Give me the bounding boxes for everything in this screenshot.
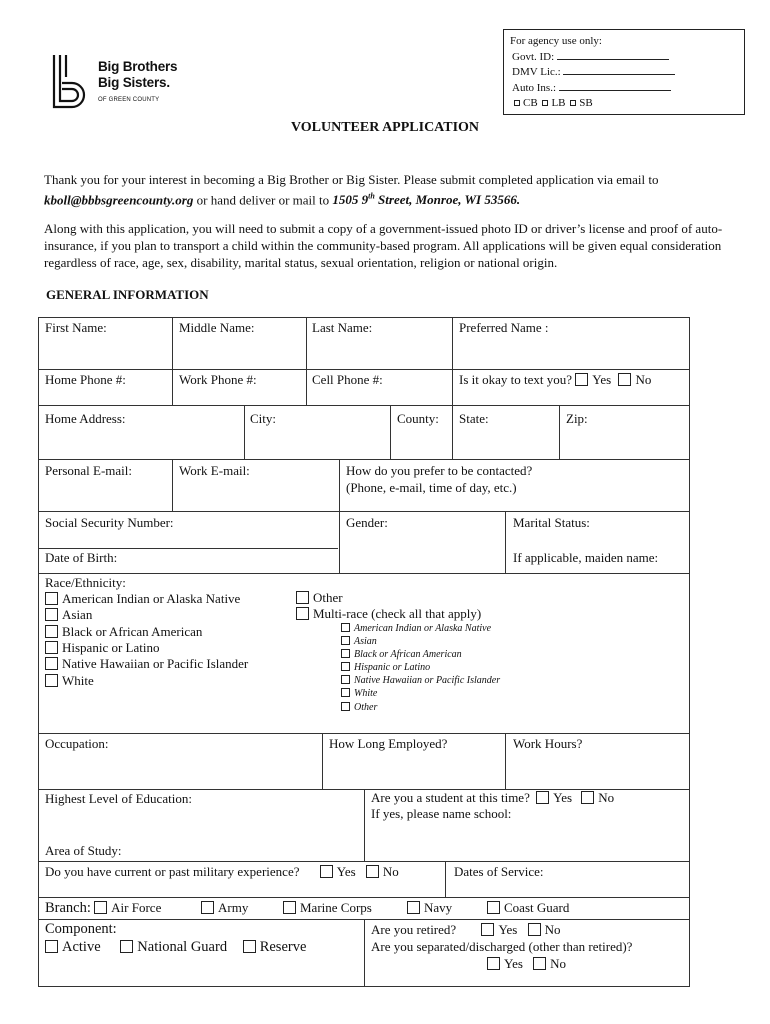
- area-of-study-label: Area of Study:: [45, 843, 122, 858]
- organization-logo: [52, 53, 182, 109]
- section-heading: GENERAL INFORMATION: [46, 287, 209, 302]
- yes-label: Yes: [498, 922, 518, 937]
- yes-label: Yes: [592, 372, 612, 387]
- race-checkbox[interactable]: [45, 592, 58, 605]
- multi-race-label: Multi-race (check all that apply): [313, 606, 482, 621]
- agency-use-box: [503, 29, 745, 115]
- yes-label: Yes: [504, 956, 523, 971]
- bbbs-logo-icon: [52, 53, 92, 109]
- multi-race-sub-checkbox[interactable]: [341, 675, 350, 684]
- work-email-label: Work E-mail:: [179, 463, 250, 478]
- branch-option[interactable]: [283, 900, 372, 915]
- intro-text: Thank you for your interest in becoming a Big Brother or Big Sister. Please submit completed application via email to: [44, 172, 659, 187]
- branch-option[interactable]: [201, 900, 248, 915]
- lb-label: LB: [551, 97, 566, 109]
- agency-heading: For agency use only:: [510, 35, 602, 47]
- component-option-label: Active: [62, 939, 101, 955]
- multi-race-sub-label: American Indian or Alaska Native: [354, 623, 492, 634]
- intro-paragraph: [44, 171, 734, 208]
- race-checkbox[interactable]: [45, 608, 58, 621]
- multi-race-suboption[interactable]: [341, 649, 462, 661]
- yes-label: Yes: [553, 790, 573, 805]
- race-option[interactable]: [45, 656, 248, 671]
- contact-email: kboll@bbbsgreencounty.org: [44, 192, 194, 208]
- race-option[interactable]: [45, 607, 92, 622]
- race-option-label: Asian: [62, 607, 93, 622]
- multi-race-suboption[interactable]: [341, 623, 491, 635]
- branch-option[interactable]: [407, 900, 452, 915]
- intro-text-2: or hand deliver or mail to: [193, 192, 333, 208]
- student-no-checkbox[interactable]: [581, 791, 594, 804]
- branch-checkbox[interactable]: [487, 901, 500, 914]
- no-label: No: [382, 864, 399, 879]
- multi-race-sub-label: Native Hawaiian or Pacific Islander: [354, 675, 501, 686]
- dmv-lic-line[interactable]: [563, 64, 675, 75]
- logo-subtitle: OF GREEN COUNTY: [98, 97, 160, 103]
- separated-question-label: Are you separated/discharged (other than retired)?: [371, 939, 633, 954]
- branch-option[interactable]: [487, 900, 569, 915]
- city-label: City:: [250, 411, 277, 426]
- gender-label: Gender:: [346, 515, 388, 530]
- education-label: Highest Level of Education:: [45, 791, 192, 806]
- race-ethnicity-label: Race/Ethnicity:: [45, 575, 126, 590]
- cell-phone-label: Cell Phone #:: [312, 372, 383, 387]
- text-ok-label: Is it okay to text you?: [459, 372, 573, 387]
- preferred-name-label: Preferred Name :: [459, 320, 549, 335]
- home-address-label: Home Address:: [45, 411, 126, 426]
- student-question-label: Are you a student at this time?: [371, 790, 530, 805]
- component-guard-checkbox[interactable]: [120, 940, 133, 953]
- agency-dmv-label: DMV Lic.:: [512, 66, 561, 78]
- race-option-label: American Indian or Alaska Native: [62, 591, 241, 606]
- multi-race-sub-label: Black or African American: [354, 649, 462, 660]
- sb-checkbox[interactable]: [570, 100, 576, 106]
- agency-govt-label: Govt. ID:: [512, 50, 555, 63]
- county-label: County:: [397, 411, 439, 426]
- auto-ins-line[interactable]: [559, 80, 671, 91]
- govt-id-line[interactable]: [557, 49, 669, 60]
- work-phone-label: Work Phone #:: [179, 372, 257, 387]
- component-active-checkbox[interactable]: [45, 940, 58, 953]
- page-title: VOLUNTEER APPLICATION: [290, 120, 480, 135]
- race-checkbox[interactable]: [45, 625, 58, 638]
- marital-status-label: Marital Status:: [513, 515, 590, 530]
- maiden-name-label: If applicable, maiden name:: [513, 550, 659, 565]
- multi-race-suboption[interactable]: [341, 675, 500, 687]
- multi-race-sub-label: White: [354, 688, 378, 699]
- multi-race-sub-checkbox[interactable]: [341, 702, 350, 711]
- text-ok-yes-checkbox[interactable]: [575, 373, 588, 386]
- race-option-label: Hispanic or Latino: [62, 640, 160, 655]
- multi-race-checkbox[interactable]: [296, 607, 309, 620]
- state-label: State:: [459, 411, 489, 426]
- military-question-label: Do you have current or past military experience?: [45, 864, 300, 879]
- logo-line-2: Big Sisters.: [98, 75, 170, 90]
- text-ok-no-checkbox[interactable]: [618, 373, 631, 386]
- military-yes-checkbox[interactable]: [320, 865, 333, 878]
- branch-row: [45, 900, 161, 916]
- multi-race-suboption[interactable]: [341, 662, 430, 674]
- multi-race-suboption[interactable]: [341, 702, 377, 714]
- race-other-label: Other: [313, 590, 343, 605]
- race-option-label: Black or African American: [62, 624, 203, 639]
- race-option-label: White: [62, 673, 94, 688]
- home-phone-label: Home Phone #:: [45, 372, 126, 387]
- race-option[interactable]: [45, 640, 159, 655]
- general-information-form: [38, 317, 690, 987]
- cb-label: CB: [523, 97, 538, 109]
- branch-label: Branch:: [45, 900, 91, 916]
- race-checkbox[interactable]: [45, 641, 58, 654]
- sb-label: SB: [579, 97, 593, 109]
- zip-label: Zip:: [566, 411, 588, 426]
- agency-auto-label: Auto Ins.:: [512, 81, 556, 94]
- multi-race-sub-label: Hispanic or Latino: [354, 662, 431, 673]
- contact-pref-hint: (Phone, e-mail, time of day, etc.): [346, 480, 517, 495]
- branch-option-label: Air Force: [111, 900, 162, 915]
- branch-option-label: Marine Corps: [300, 900, 372, 915]
- military-question: [45, 864, 399, 879]
- student-question: [371, 790, 614, 805]
- mail-address: 1505 9: [332, 192, 369, 208]
- branch-checkbox[interactable]: [283, 901, 296, 914]
- occupation-label: Occupation:: [45, 736, 109, 751]
- military-no-checkbox[interactable]: [366, 865, 379, 878]
- race-checkbox[interactable]: [45, 674, 58, 687]
- personal-email-label: Personal E-mail:: [45, 463, 133, 478]
- separated-yes-checkbox[interactable]: [487, 957, 500, 970]
- dob-label: Date of Birth:: [45, 550, 118, 565]
- dates-of-service-label: Dates of Service:: [454, 864, 544, 879]
- no-label: No: [635, 372, 652, 387]
- school-name-label: If yes, please name school:: [371, 806, 512, 821]
- yes-label: Yes: [336, 864, 356, 879]
- requirements-paragraph: Along with this application, you will need to submit a copy of a government-issued photo ID or driver’s license and proof of auto-insurance, if you plan to transport a child within the community-based program. All applications will be given equal consideration regardless of race, age, sex, disability, marital status, sexual orientation, religion or national origin.: [44, 221, 723, 270]
- ssn-label: Social Security Number:: [45, 515, 174, 530]
- multi-race-sub-checkbox[interactable]: [341, 649, 350, 658]
- no-label: No: [544, 922, 561, 937]
- multi-race-sub-checkbox[interactable]: [341, 688, 350, 697]
- multi-race-suboption[interactable]: [341, 636, 377, 648]
- middle-name-label: Middle Name:: [179, 320, 255, 335]
- branch-checkbox[interactable]: [407, 901, 420, 914]
- race-option-label: Native Hawaiian or Pacific Islander: [62, 656, 249, 671]
- text-ok-question: [459, 372, 651, 387]
- branch-checkbox[interactable]: [201, 901, 214, 914]
- multi-race-sub-checkbox[interactable]: [341, 662, 350, 671]
- mail-address-2: Street, Monroe, WI 53566.: [374, 192, 521, 208]
- no-label: No: [550, 956, 567, 971]
- logo-line-1: Big Brothers: [98, 59, 178, 74]
- separated-no-checkbox[interactable]: [533, 957, 546, 970]
- component-reserve-checkbox[interactable]: [243, 940, 256, 953]
- multi-race-sub-label: Asian: [354, 636, 377, 647]
- race-option[interactable]: [45, 624, 202, 639]
- race-checkbox[interactable]: [45, 657, 58, 670]
- branch-checkbox[interactable]: [94, 901, 107, 914]
- retired-question-label: Are you retired?: [371, 922, 457, 937]
- cb-checkbox[interactable]: [514, 100, 520, 106]
- last-name-label: Last Name:: [312, 320, 373, 335]
- contact-pref-label: How do you prefer to be contacted?: [346, 463, 533, 478]
- race-option[interactable]: [45, 591, 240, 606]
- branch-option-label: Navy: [424, 900, 453, 915]
- branch-option-label: Army: [218, 900, 249, 915]
- component-option-label: Reserve: [259, 939, 307, 955]
- race-option[interactable]: [45, 673, 94, 688]
- multi-race-sub-checkbox[interactable]: [341, 623, 350, 632]
- retired-no-checkbox[interactable]: [528, 923, 541, 936]
- work-hours-label: Work Hours?: [513, 736, 583, 751]
- first-name-label: First Name:: [45, 320, 107, 335]
- race-other-option[interactable]: [296, 590, 343, 605]
- multi-race-sub-label: Other: [354, 702, 378, 713]
- multi-race-option[interactable]: [296, 606, 481, 621]
- student-yes-checkbox[interactable]: [536, 791, 549, 804]
- multi-race-suboption[interactable]: [341, 688, 377, 700]
- how-long-employed-label: How Long Employed?: [329, 736, 448, 751]
- race-other-checkbox[interactable]: [296, 591, 309, 604]
- lb-checkbox[interactable]: [542, 100, 548, 106]
- separated-options: [487, 956, 566, 971]
- component-option-label: National Guard: [137, 939, 228, 955]
- address-ordinal: th: [368, 192, 375, 201]
- component-options: [45, 940, 306, 955]
- multi-race-sub-checkbox[interactable]: [341, 636, 350, 645]
- no-label: No: [598, 790, 615, 805]
- branch-option-label: Coast Guard: [504, 900, 570, 915]
- retired-yes-checkbox[interactable]: [481, 923, 494, 936]
- component-label: Component:: [45, 921, 117, 937]
- retired-question: [371, 922, 561, 937]
